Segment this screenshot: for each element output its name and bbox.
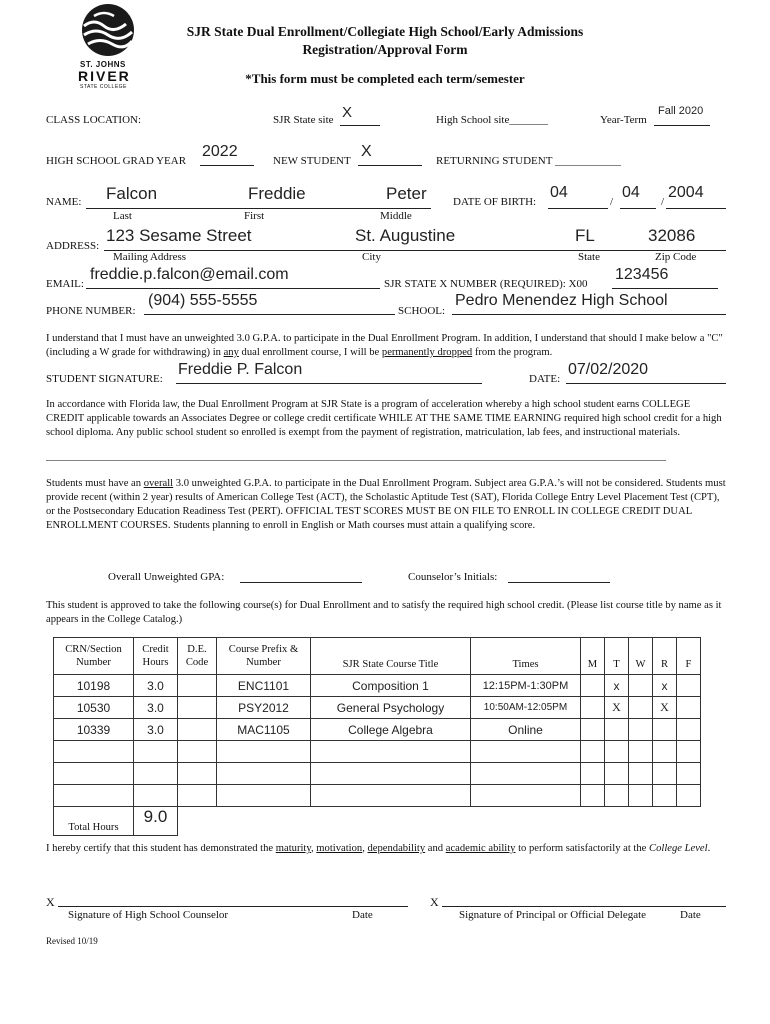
table-cell[interactable]: 3.0 bbox=[134, 675, 178, 697]
counselor-initials-field[interactable] bbox=[508, 566, 610, 583]
col-header-prefix: Course Prefix & Number bbox=[217, 638, 311, 675]
course-table bbox=[53, 637, 701, 836]
table-cell[interactable]: PSY2012 bbox=[217, 697, 311, 719]
table-cell[interactable] bbox=[581, 763, 605, 785]
empty-cell bbox=[629, 807, 653, 836]
certify-paragraph bbox=[46, 842, 726, 856]
table-cell[interactable] bbox=[54, 763, 134, 785]
year-term-field[interactable] bbox=[654, 104, 710, 126]
sjr-site-field[interactable] bbox=[340, 104, 380, 126]
sjr-number-value: 123456 bbox=[615, 266, 669, 283]
new-student-label: NEW STUDENT bbox=[273, 155, 351, 167]
dob-sep-1: / bbox=[610, 196, 614, 208]
zip-caption: Zip Code bbox=[655, 251, 697, 263]
street-value: 123 Sesame Street bbox=[106, 226, 252, 245]
table-cell[interactable] bbox=[677, 719, 701, 741]
counselor-initials-label: Counselor’s Initials: bbox=[408, 571, 498, 583]
table-cell[interactable]: MAC1105 bbox=[217, 719, 311, 741]
table-cell[interactable] bbox=[178, 763, 217, 785]
school-field[interactable] bbox=[452, 292, 726, 315]
email-value: freddie.p.falcon@email.com bbox=[90, 266, 289, 283]
table-cell[interactable] bbox=[605, 763, 629, 785]
year-term-value: Fall 2020 bbox=[658, 105, 704, 117]
certify-college-level: College Level bbox=[649, 843, 708, 854]
counselor-signature-caption: Signature of High School Counselor bbox=[68, 909, 229, 921]
table-cell[interactable] bbox=[581, 675, 605, 697]
student-signature-field[interactable] bbox=[176, 361, 482, 384]
table-cell[interactable] bbox=[629, 675, 653, 697]
student-signature-label: STUDENT SIGNATURE: bbox=[46, 373, 163, 385]
table-cell[interactable] bbox=[629, 763, 653, 785]
table-cell[interactable]: Online bbox=[471, 719, 581, 741]
col-header-r: R bbox=[653, 638, 677, 675]
grad-year-value: 2022 bbox=[202, 143, 238, 160]
student-date-field[interactable] bbox=[566, 361, 726, 384]
certify-academic-ability: academic ability bbox=[445, 843, 516, 854]
email-label: EMAIL: bbox=[46, 278, 84, 290]
gpa-text-pre: Students must have an bbox=[46, 478, 144, 489]
table-cell[interactable] bbox=[471, 785, 581, 807]
year-term-label: Year-Term bbox=[600, 114, 647, 126]
dob-day-value: 04 bbox=[622, 184, 640, 201]
table-cell[interactable] bbox=[178, 785, 217, 807]
student-date-value: 07/02/2020 bbox=[568, 361, 649, 378]
table-cell[interactable] bbox=[677, 785, 701, 807]
table-cell[interactable] bbox=[217, 785, 311, 807]
logo-line3: STATE COLLEGE bbox=[80, 84, 127, 90]
table-cell[interactable] bbox=[178, 741, 217, 763]
student-signature-value: Freddie P. Falcon bbox=[178, 361, 303, 378]
understand-dropped: permanently dropped bbox=[381, 347, 473, 358]
understand-text-mid: dual enrollment course, I will be bbox=[238, 347, 382, 358]
certify-sep: , bbox=[310, 843, 317, 854]
table-cell[interactable] bbox=[677, 675, 701, 697]
table-cell[interactable] bbox=[653, 741, 677, 763]
class-location-label: CLASS LOCATION: bbox=[46, 114, 142, 126]
col-header-w: W bbox=[629, 638, 653, 675]
dob-day-field[interactable] bbox=[620, 184, 656, 209]
sjr-site-label: SJR State site bbox=[273, 114, 334, 126]
table-row bbox=[54, 785, 701, 807]
dob-month-field[interactable] bbox=[548, 184, 608, 209]
first-name-value: Freddie bbox=[248, 184, 306, 203]
grad-year-label: HIGH SCHOOL GRAD YEAR bbox=[46, 155, 187, 167]
table-cell[interactable] bbox=[311, 741, 471, 763]
student-date-label: DATE: bbox=[529, 373, 561, 385]
table-cell[interactable] bbox=[653, 763, 677, 785]
empty-cell bbox=[471, 807, 581, 836]
certify-motivation: motivation bbox=[316, 843, 363, 854]
gpa-text-post: 3.0 unweighted G.P.A. to participate in the Dual Enrollment Program. Subject area G.P.A.’s will not be considered. Students must provide recent (within 2 year) results of American College Test (ACT), the Scholastic Aptitude Test (SAT), Florida College Entry Level Placement Test (CPT), or the Postsecondary Education Readiness Test (PERT). OFFICIAL TEST SCORES MUST BE ON FILE TO ENROLL IN COLLEGE CREDIT DUAL ENROLLMENT COURSES. Students planning to enroll in English or Math courses must attain a qualifying score. bbox=[46, 478, 726, 531]
sjr-number-label: SJR STATE X NUMBER (REQUIRED): X00 bbox=[384, 278, 588, 290]
principal-x-mark: X bbox=[430, 895, 439, 909]
dob-sep-2: / bbox=[661, 196, 665, 208]
table-cell[interactable] bbox=[54, 785, 134, 807]
city-caption: City bbox=[362, 251, 381, 263]
table-row bbox=[54, 675, 701, 697]
table-cell[interactable]: 10530 bbox=[54, 697, 134, 719]
last-name-value: Falcon bbox=[106, 184, 158, 203]
table-cell[interactable]: General Psychology bbox=[311, 697, 471, 719]
state-value: FL bbox=[575, 226, 595, 245]
table-cell[interactable] bbox=[54, 741, 134, 763]
table-header-row bbox=[54, 638, 701, 675]
dob-label: DATE OF BIRTH: bbox=[453, 196, 537, 208]
empty-cell bbox=[178, 807, 217, 836]
name-label: NAME: bbox=[46, 196, 82, 208]
city-value: St. Augustine bbox=[355, 226, 456, 245]
gpa-paragraph bbox=[46, 477, 726, 533]
table-cell[interactable] bbox=[134, 741, 178, 763]
counselor-signature-field[interactable] bbox=[58, 892, 408, 907]
table-cell[interactable]: ENC1101 bbox=[217, 675, 311, 697]
grad-year-field[interactable] bbox=[200, 143, 254, 166]
gpa-overall: overall bbox=[143, 478, 174, 489]
table-cell[interactable] bbox=[178, 675, 217, 697]
table-cell[interactable]: X bbox=[653, 697, 677, 719]
understand-text-end: from the program. bbox=[472, 347, 553, 358]
certify-period: . bbox=[707, 843, 711, 854]
table-cell[interactable] bbox=[677, 741, 701, 763]
first-name-caption: First bbox=[244, 210, 265, 222]
certify-sep: and bbox=[425, 843, 446, 854]
counselor-date-caption: Date bbox=[352, 909, 373, 921]
table-cell[interactable] bbox=[629, 785, 653, 807]
understand-any: any bbox=[223, 347, 239, 358]
middle-name-caption: Middle bbox=[380, 210, 412, 222]
empty-cell bbox=[677, 807, 701, 836]
table-cell[interactable] bbox=[629, 741, 653, 763]
high-school-site-label: High School site_______ bbox=[436, 114, 548, 126]
phone-label: PHONE NUMBER: bbox=[46, 305, 136, 317]
dob-year-field[interactable] bbox=[666, 184, 726, 209]
empty-cell bbox=[217, 807, 311, 836]
email-field[interactable] bbox=[86, 266, 380, 289]
col-header-title: SJR State Course Title bbox=[311, 638, 471, 675]
table-cell[interactable] bbox=[134, 763, 178, 785]
table-row bbox=[54, 741, 701, 763]
divider-line: —————————————————————————————————————————————————————————————— bbox=[46, 455, 666, 466]
table-cell[interactable]: x bbox=[653, 675, 677, 697]
zip-value: 32086 bbox=[648, 226, 696, 245]
table-cell[interactable]: 10339 bbox=[54, 719, 134, 741]
wave-logo-icon bbox=[80, 2, 136, 58]
school-value: Pedro Menendez High School bbox=[455, 292, 668, 309]
dob-month-value: 04 bbox=[550, 184, 568, 201]
col-header-m: M bbox=[581, 638, 605, 675]
table-cell[interactable] bbox=[653, 719, 677, 741]
table-cell[interactable]: X bbox=[605, 697, 629, 719]
col-header-de-code: D.E. Code bbox=[178, 638, 217, 675]
table-cell[interactable] bbox=[581, 785, 605, 807]
table-cell[interactable] bbox=[134, 785, 178, 807]
principal-date-caption: Date bbox=[680, 909, 701, 921]
col-header-f: F bbox=[677, 638, 701, 675]
state-caption: State bbox=[578, 251, 600, 263]
new-student-field[interactable] bbox=[358, 143, 422, 166]
revised-note: Revised 10/19 bbox=[46, 936, 98, 946]
gpa-field[interactable] bbox=[240, 566, 362, 583]
principal-signature-caption: Signature of Principal or Official Delegate bbox=[459, 909, 647, 921]
table-cell[interactable] bbox=[629, 719, 653, 741]
total-hours-label: Total Hours bbox=[54, 807, 134, 836]
table-row bbox=[54, 763, 701, 785]
form-subtitle: *This form must be completed each term/semester bbox=[245, 71, 525, 86]
form-title-line1: SJR State Dual Enrollment/Collegiate High School/Early Admissions bbox=[186, 24, 584, 39]
street-caption: Mailing Address bbox=[113, 251, 187, 263]
table-cell[interactable] bbox=[605, 741, 629, 763]
certify-maturity: maturity bbox=[275, 843, 311, 854]
table-cell[interactable] bbox=[653, 785, 677, 807]
new-student-value: X bbox=[361, 143, 372, 160]
table-cell[interactable] bbox=[581, 719, 605, 741]
table-cell[interactable] bbox=[677, 697, 701, 719]
table-cell[interactable] bbox=[581, 741, 605, 763]
table-cell[interactable]: 3.0 bbox=[134, 719, 178, 741]
logo-line1: ST. JOHNS bbox=[80, 60, 126, 69]
col-header-credit: Credit Hours bbox=[134, 638, 178, 675]
table-cell[interactable]: x bbox=[605, 675, 629, 697]
middle-name-value: Peter bbox=[386, 184, 427, 203]
last-name-caption: Last bbox=[113, 210, 132, 222]
table-cell[interactable]: 10:50AM-12:05PM bbox=[471, 697, 581, 719]
empty-cell bbox=[311, 807, 471, 836]
table-row bbox=[54, 697, 701, 719]
empty-cell bbox=[605, 807, 629, 836]
counselor-x-mark: X bbox=[46, 895, 55, 909]
table-cell[interactable] bbox=[605, 785, 629, 807]
table-cell[interactable]: 3.0 bbox=[134, 697, 178, 719]
sjr-site-value: X bbox=[342, 104, 353, 121]
table-cell[interactable] bbox=[471, 741, 581, 763]
college-logo bbox=[78, 2, 138, 90]
school-label: SCHOOL: bbox=[398, 305, 446, 317]
law-paragraph: In accordance with Florida law, the Dual Enrollment Program at SJR State is a program of acceleration whereby a high school student earns COLLEGE CREDIT applicable towards an Associates Degree or college credit certificate WHILE AT THE SAME TIME EARNING required high school credit for a high school diploma. Any public school student so enrolled is exempt from the payment of registration, matriculation, lab fees, and instructional materials. bbox=[46, 399, 722, 438]
certify-dependability: dependability bbox=[367, 843, 426, 854]
total-hours-value[interactable]: 9.0 bbox=[134, 807, 178, 836]
table-cell[interactable]: 12:15PM-1:30PM bbox=[471, 675, 581, 697]
table-row bbox=[54, 719, 701, 741]
table-cell[interactable] bbox=[629, 697, 653, 719]
empty-cell bbox=[653, 807, 677, 836]
table-cell[interactable] bbox=[217, 763, 311, 785]
logo-line2: RIVER bbox=[78, 68, 131, 84]
address-label: ADDRESS: bbox=[46, 240, 100, 252]
table-cell[interactable] bbox=[311, 785, 471, 807]
table-cell[interactable]: College Algebra bbox=[311, 719, 471, 741]
returning-student-label: RETURNING STUDENT ____________ bbox=[436, 155, 621, 167]
table-cell[interactable] bbox=[217, 741, 311, 763]
understand-paragraph bbox=[46, 332, 726, 360]
dob-year-value: 2004 bbox=[668, 184, 704, 201]
form-title-line2: Registration/Approval Form bbox=[302, 42, 468, 57]
phone-field[interactable] bbox=[144, 292, 395, 315]
sjr-number-field[interactable] bbox=[612, 266, 718, 289]
table-cell[interactable]: 10198 bbox=[54, 675, 134, 697]
table-cell[interactable] bbox=[605, 719, 629, 741]
understand-text: I understand that I must have an unweighted 3.0 G.P.A. to participate in the Dual Enrollment Program. In addition, I understand that should I make below a "C" (including a W grade for withdrawing) in bbox=[46, 333, 723, 358]
table-cell[interactable] bbox=[677, 763, 701, 785]
table-cell[interactable] bbox=[471, 763, 581, 785]
gpa-label: Overall Unweighted GPA: bbox=[108, 571, 225, 583]
certify-sep: , bbox=[362, 843, 368, 854]
table-cell[interactable] bbox=[178, 719, 217, 741]
principal-signature-field[interactable] bbox=[442, 892, 726, 907]
table-cell[interactable]: Composition 1 bbox=[311, 675, 471, 697]
empty-cell bbox=[581, 807, 605, 836]
certify-text-post: to perform satisfactorily at the bbox=[515, 843, 650, 854]
table-cell[interactable] bbox=[311, 763, 471, 785]
phone-value: (904) 555-5555 bbox=[148, 292, 258, 309]
col-header-times: Times bbox=[471, 638, 581, 675]
certify-text: I hereby certify that this student has demonstrated the bbox=[46, 843, 276, 854]
col-header-t: T bbox=[605, 638, 629, 675]
table-cell[interactable] bbox=[581, 697, 605, 719]
approve-paragraph: This student is approved to take the following course(s) for Dual Enrollment and to satisfy the required high school credit. (Please list course title by name as it appears in the College Catalog.) bbox=[46, 600, 722, 625]
total-hours-row bbox=[54, 807, 701, 836]
col-header-crn: CRN/Section Number bbox=[54, 638, 134, 675]
table-cell[interactable] bbox=[178, 697, 217, 719]
